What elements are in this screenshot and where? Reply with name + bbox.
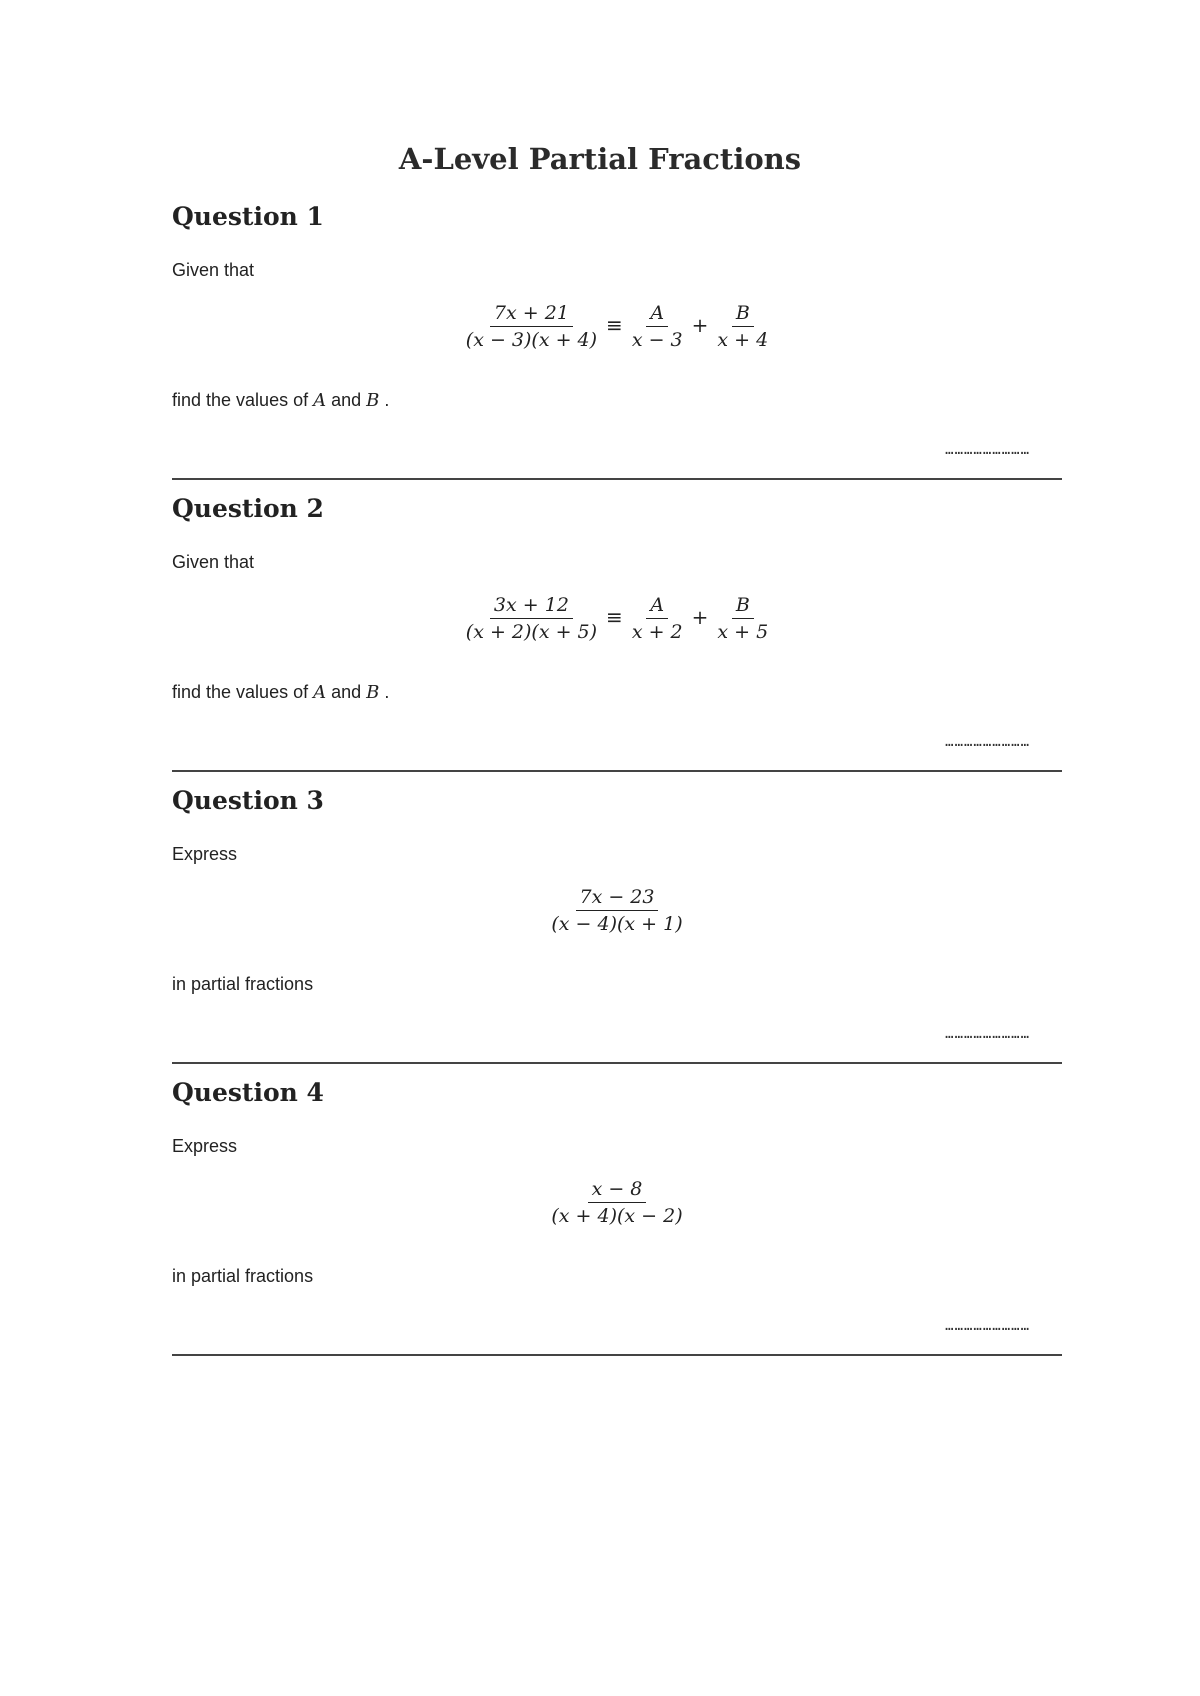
question-instruction	[172, 390, 389, 411]
question-divider	[172, 1354, 1062, 1356]
fraction-a-numerator: A	[646, 592, 668, 619]
answer-line: ………………………	[945, 1318, 1030, 1334]
question-divider	[172, 478, 1062, 480]
fraction-b-numerator: B	[732, 300, 754, 327]
question-intro: Express	[172, 1136, 238, 1156]
expression-numerator: 7x − 23	[576, 884, 659, 911]
question-instruction: in partial fractions	[172, 1266, 314, 1286]
question-heading: Question 1	[172, 202, 324, 231]
question-instruction: in partial fractions	[172, 974, 314, 994]
fraction-a	[628, 300, 687, 353]
expression-denominator: (x − 4)(x + 1)	[551, 913, 683, 935]
question-intro: Given that	[172, 260, 255, 280]
plus-symbol: +	[691, 604, 709, 629]
fraction-a-denominator: x − 3	[631, 329, 683, 351]
variable-a: A	[313, 682, 327, 703]
answer-line: ………………………	[945, 1026, 1030, 1042]
question-heading: Question 3	[172, 786, 324, 815]
identity-symbol: ≡	[606, 604, 623, 629]
question-divider	[172, 770, 1062, 772]
fraction-b-denominator: x + 5	[717, 621, 769, 643]
question-heading: Question 2	[172, 494, 324, 523]
answer-line: ………………………	[945, 734, 1030, 750]
fraction-a-numerator: A	[646, 300, 668, 327]
lhs-numerator: 3x + 12	[490, 592, 573, 619]
question-2	[172, 494, 1062, 774]
expression-numerator: x − 8	[588, 1176, 647, 1203]
question-instruction	[172, 682, 389, 703]
instruction-prefix: find the values of	[172, 390, 314, 410]
lhs-numerator: 7x + 21	[490, 300, 573, 327]
partial-fraction-identity	[172, 592, 1062, 645]
lhs-denominator: (x + 2)(x + 5)	[465, 621, 598, 643]
question-intro: Given that	[172, 552, 255, 572]
plus-symbol: +	[691, 312, 709, 337]
expression-denominator: (x + 4)(x − 2)	[551, 1205, 683, 1227]
expression	[172, 1176, 1062, 1229]
variable-b: B	[366, 390, 380, 411]
page-title: A-Level Partial Fractions	[398, 142, 802, 176]
fraction-a	[628, 592, 687, 645]
question-4	[172, 1078, 1062, 1358]
fraction-b-denominator: x + 4	[717, 329, 769, 351]
expression-fraction	[547, 1176, 686, 1229]
question-1	[172, 202, 1062, 482]
variable-a: A	[313, 390, 327, 411]
question-intro: Express	[172, 844, 238, 864]
instruction-suffix: .	[379, 682, 390, 702]
partial-fraction-identity	[172, 300, 1062, 353]
question-divider	[172, 1062, 1062, 1064]
variable-b: B	[366, 682, 380, 703]
expression-fraction	[547, 884, 686, 937]
answer-line: ………………………	[945, 442, 1030, 458]
expression	[172, 884, 1062, 937]
instruction-suffix: .	[379, 390, 390, 410]
lhs-fraction	[462, 592, 601, 645]
lhs-fraction	[462, 300, 601, 353]
fraction-b	[713, 592, 772, 645]
fraction-b-numerator: B	[732, 592, 754, 619]
lhs-denominator: (x − 3)(x + 4)	[465, 329, 598, 351]
identity-symbol: ≡	[606, 312, 623, 337]
question-heading: Question 4	[172, 1078, 324, 1107]
fraction-a-denominator: x + 2	[631, 621, 683, 643]
question-3	[172, 786, 1062, 1066]
instruction-and: and	[326, 682, 367, 702]
fraction-b	[713, 300, 772, 353]
instruction-prefix: find the values of	[172, 682, 314, 702]
instruction-and: and	[326, 390, 367, 410]
